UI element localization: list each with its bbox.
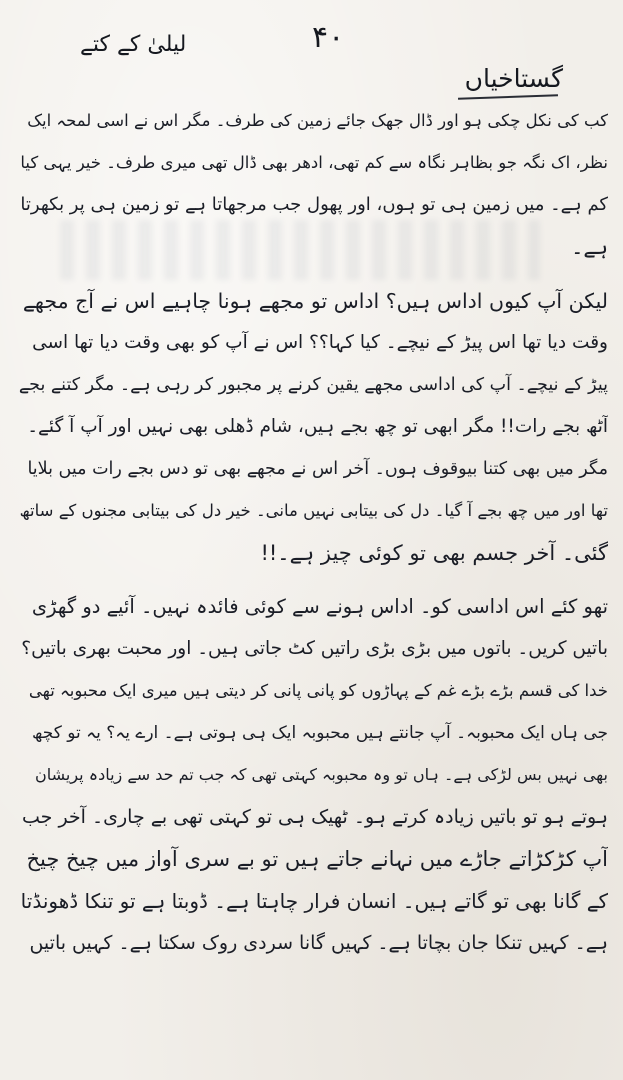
text-line: آٹھ بجے رات!! مگر ابھی تو چھ بجے ہیں، شام ڈھلی بھی نہیں اور آپ آ گئے۔: [27, 416, 608, 437]
text-line: بھی نہیں بس لڑکی ہے۔ ہاں تو وہ محبوبہ کہتی تھی کہ جب تم حد سے زیادہ پریشان: [34, 765, 608, 784]
text-line: کم ہے۔ میں زمین ہی تو ہوں، اور پھول جب مرجھاتا ہے تو زمین ہی پر بکھرتا: [20, 194, 608, 215]
text-line: تھو کئے اس اداسی کو۔ اداس ہونے سے کوئی فائدہ نہیں۔ آئیے دو گھڑی: [31, 595, 608, 618]
chapter-title: گستاخیاں: [464, 64, 563, 93]
text-line: ہے۔ کہیں تنکا جان بچاتا ہے۔ کہیں گانا سردی روک سکتا ہے۔ کہیں باتیں: [29, 932, 608, 954]
text-line: کب کی نکل چکی ہو اور ڈال جھک جائے زمین کی طرف۔ مگر اس نے اسی لمحہ ایک: [27, 111, 608, 130]
text-line: آپ کڑکڑاتے جاڑے میں نہانے جاتے ہیں تو بے سری آواز میں چیخ چیخ: [26, 847, 608, 871]
text-line: خدا کی قسم بڑے بڑے غم کے پہاڑوں کو پانی پانی کر دیتی ہیں میری ایک محبوبہ تھی: [28, 681, 608, 700]
text-line: نظر، اک نگہ جو بظاہر نگاہ سے کم تھی، ادھر بھی ڈال تھی میری طرف۔ خیر یہی کیا: [20, 153, 608, 172]
text-line: لیکن آپ کیوں اداس ہیں؟ اداس تو مجھے ہونا چاہیے اس نے آج مجھے: [22, 289, 608, 313]
text-line: گئی۔ آخر جسم بھی تو کوئی چیز ہے۔!!: [260, 541, 608, 565]
paragraph-gap: [18, 268, 608, 280]
text-line: باتیں کریں۔ باتوں میں بڑی بڑی راتیں کٹ جاتی ہیں۔ اور محبت بھری باتیں؟: [21, 638, 608, 659]
text-line: تھا اور میں چھ بجے آ گیا۔ دل کی بیتابی نہیں مانی۔ خیر دل کی بیتابی مجنوں کے ساتھ: [19, 501, 608, 520]
paragraph-gap: [18, 574, 608, 586]
text-line: وقت دیا تھا اس پیڑ کے نیچے۔ کیا کہا؟؟ اس نے آپ کو بھی وقت دیا تھا اسی: [32, 332, 608, 353]
text-line: جی ہاں ایک محبوبہ۔ آپ جانتے ہیں محبوبہ ایک ہی ہوتی ہے۔ ارے یہ؟ یہ تو کچھ: [32, 723, 608, 743]
body-text: [18, 100, 608, 964]
text-line: پیڑ کے نیچے۔ آپ کی اداسی مجھے یقین کرنے پر مجبور کر رہی ہے۔ مگر کتنے بجے: [18, 375, 608, 395]
page-header: [40, 20, 563, 93]
book-title: لیلیٰ کے کتے: [80, 32, 187, 57]
chapter-title-underline: [458, 94, 558, 99]
text-line: ہوتے ہو تو باتیں زیادہ کرتے ہو۔ ٹھیک ہی تو کہتی تھی بے چاری۔ آخر جب: [22, 806, 608, 828]
text-line: ہے۔: [571, 235, 608, 259]
text-line: کے گانا بھی تو گاتے ہیں۔ انسان فرار چاہتا ہے۔ ڈوبتا ہے تو تنکا ڈھونڈتا: [20, 889, 608, 913]
text-line: مگر میں بھی کتنا بیوقوف ہوں۔ آخر اس نے مجھے بھی تو دس بجے رات میں بلایا: [27, 459, 608, 479]
page-number: ۴۰: [312, 20, 345, 55]
